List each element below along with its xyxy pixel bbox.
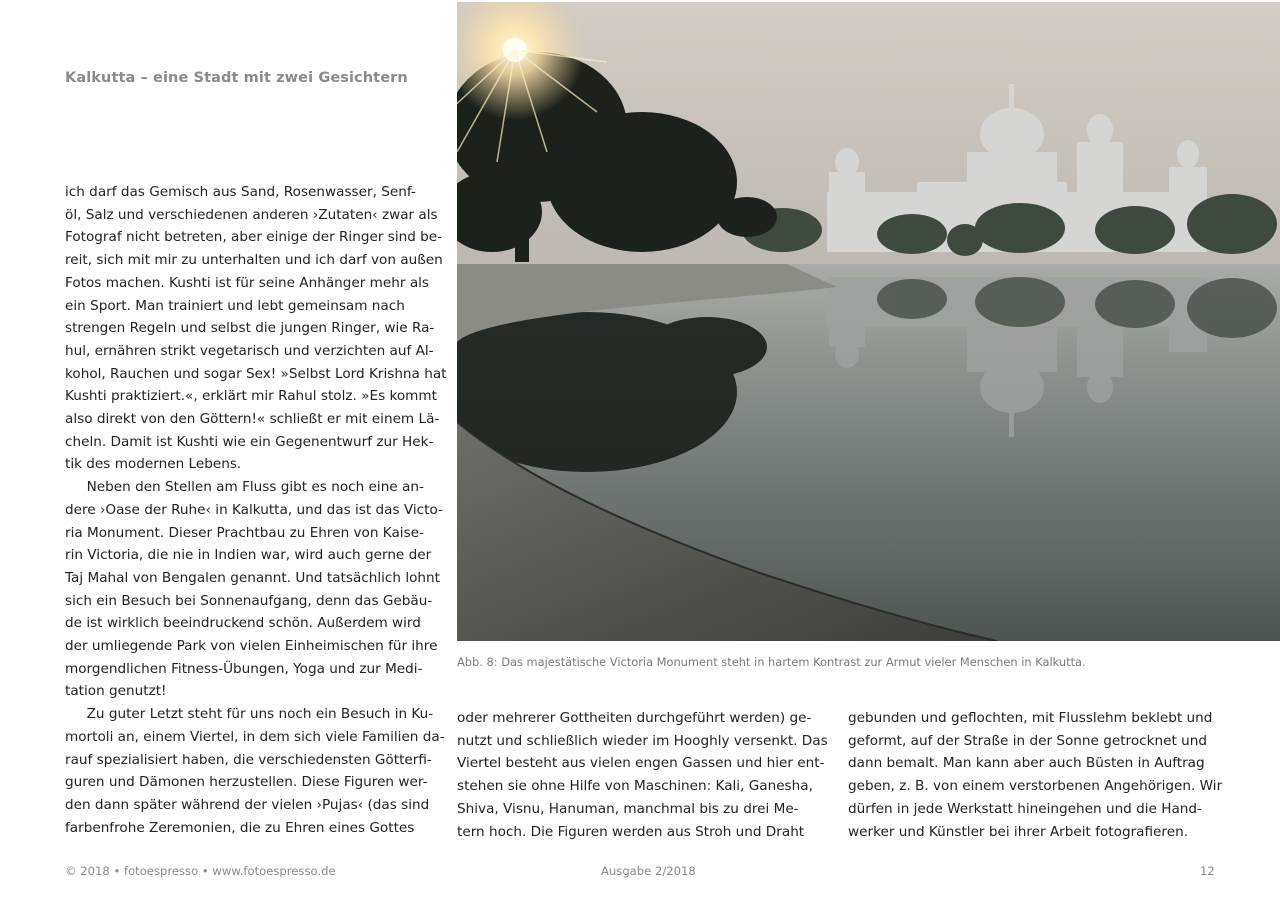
text-line: Neben den Stellen am Fluss gibt es noch eine an- [65, 479, 424, 496]
footer-copyright: © 2018 • fotoespresso • www.fotoespresso.de [65, 864, 336, 878]
text-line: Fotograf nicht betreten, aber einige der Ringer sind be- [65, 229, 443, 246]
section-title: Kalkutta – eine Stadt mit zwei Gesichtern [65, 70, 408, 86]
text-line: Kushti praktiziert.«, erklärt mir Rahul stolz. »Es kommt [65, 388, 437, 405]
photo-caption: Abb. 8: Das majestätische Victoria Monument steht in hartem Kontrast zur Armut vieler Menschen in Kalkutta. [457, 655, 1086, 669]
text-line: tik des modernen Lebens. [65, 456, 242, 473]
text-line: werker und Künstler bei ihrer Arbeit fotografieren. [848, 823, 1189, 840]
text-line: mortoli an, einem Viertel, in dem sich viele Familien da- [65, 728, 445, 745]
text-line: guren und Dämonen herzustellen. Diese Figuren wer- [65, 774, 428, 791]
text-line: morgendlichen Fitness-Übungen, Yoga und zur Medi- [65, 660, 423, 677]
text-line: geformt, auf der Straße in der Sonne getrocknet und [848, 732, 1207, 749]
text-line: Shiva, Visnu, Hanuman, manchmal bis zu drei Me- [457, 800, 799, 817]
text-line: tation genutzt! [65, 683, 167, 700]
text-line: de ist wirklich beeindruckend schön. Außerdem wird [65, 615, 421, 632]
text-line: reit, sich mit mir zu unterhalten und ich darf von außen [65, 252, 443, 269]
text-line: Fotos machen. Kushti ist für seine Anhänger mehr als [65, 274, 430, 291]
text-line: geben, z. B. von einem verstorbenen Angehörigen. Wir [848, 778, 1223, 795]
text-column-right [848, 707, 1223, 843]
text-line: dere ›Oase der Ruhe‹ in Kalkutta, und das ist das Victo- [65, 501, 443, 518]
page-number: 12 [1200, 864, 1215, 878]
text-line: stehen sie ohne Hilfe von Maschinen: Kali, Ganesha, [457, 778, 813, 795]
text-line: kohol, Rauchen und sogar Sex! »Selbst Lord Krishna hat [65, 365, 447, 382]
text-column-left [65, 181, 447, 839]
text-line: ria Monument. Dieser Prachtbau zu Ehren von Kaise- [65, 524, 424, 541]
text-line: ein Sport. Man trainiert und lebt gemeinsam nach [65, 297, 405, 314]
text-line: Taj Mahal von Bengalen genannt. Und tatsächlich lohnt [65, 569, 440, 586]
text-line: öl, Salz und verschiedenen anderen ›Zutaten‹ zwar als [65, 206, 438, 223]
text-line: hul, ernähren strikt vegetarisch und verzichten auf Al- [65, 342, 434, 359]
text-column-middle [457, 707, 827, 843]
text-line: nutzt und schließlich wieder im Hooghly versenkt. Das [457, 732, 828, 749]
text-line: den dann später während der vielen ›Pujas‹ (das sind [65, 796, 430, 813]
text-line: Viertel besteht aus vielen engen Gassen und hier ent- [457, 755, 825, 772]
text-line: cheln. Damit ist Kushti wie ein Gegenentwurf zur Hek- [65, 433, 434, 450]
text-line: tern hoch. Die Figuren werden aus Stroh und Draht [457, 823, 805, 840]
text-line: rauf spezialisiert haben, die verschiedensten Götterfi- [65, 751, 432, 768]
text-line: also direkt von den Göttern!« schließt er mit einem Lä- [65, 411, 440, 428]
text-line: sich ein Besuch bei Sonnenaufgang, denn das Gebäu- [65, 592, 433, 609]
text-line: strengen Regeln und selbst die jungen Ringer, wie Ra- [65, 320, 435, 337]
text-line: dürfen in jede Werkstatt hineingehen und die Hand- [848, 800, 1202, 817]
text-line: Zu guter Letzt steht für uns noch ein Besuch in Ku- [65, 706, 434, 723]
text-line: farbenfrohe Zeremonien, die zu Ehren eines Gottes [65, 819, 415, 836]
text-line: oder mehrerer Gottheiten durchgeführt werden) ge- [457, 710, 812, 726]
text-line: rin Victoria, die nie in Indien war, wird auch gerne der [65, 547, 432, 564]
text-line: der umliegende Park von vielen Einheimischen für ihre [65, 638, 438, 655]
text-line: dann bemalt. Man kann aber auch Büsten in Auftrag [848, 755, 1205, 772]
victoria-monument-photo [457, 2, 1280, 641]
text-line: gebunden und geflochten, mit Flusslehm beklebt und [848, 710, 1213, 726]
text-line: ich darf das Gemisch aus Sand, Rosenwasser, Senf- [65, 184, 416, 200]
footer-issue: Ausgabe 2/2018 [601, 864, 696, 878]
